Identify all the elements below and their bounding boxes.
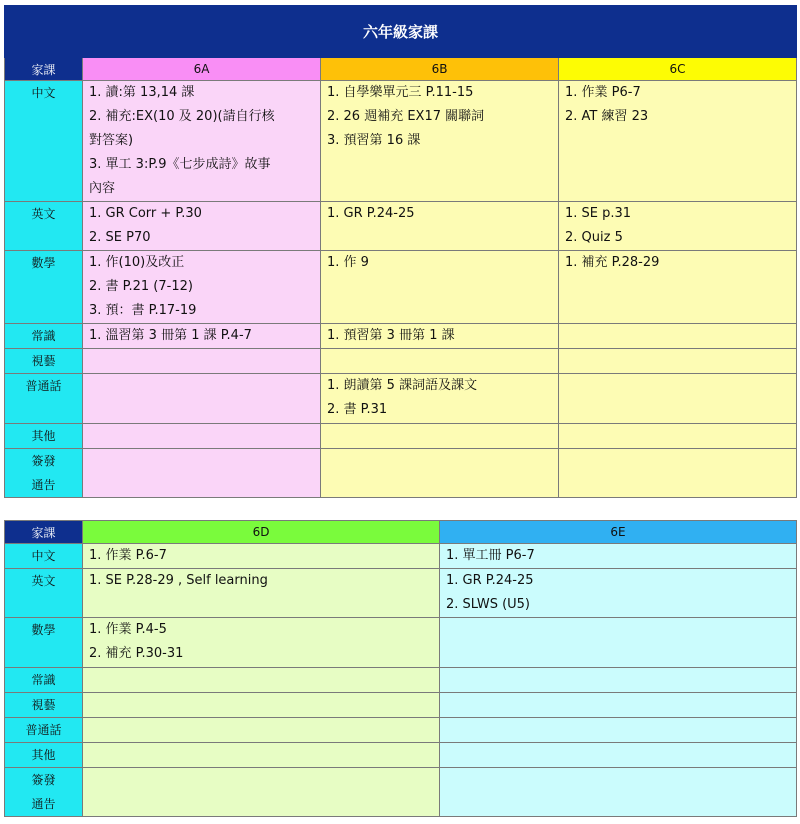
- homework-item: 1. 作業 P6-7: [565, 85, 641, 100]
- table-row: [5, 374, 797, 424]
- homework-item: 1. 溫習第 3 冊第 1 課 P.4-7: [89, 328, 252, 343]
- homework-cell: [83, 202, 321, 251]
- page-title: 六年級家課: [5, 6, 797, 58]
- homework-item: 2. 26 週補充 EX17 關聯詞: [327, 109, 485, 124]
- subject-cell: [5, 324, 83, 349]
- homework-item: 1. 補充 P.28-29: [565, 255, 660, 270]
- homework-cell: [321, 202, 559, 251]
- homework-item: 3. 預：書 P.17-19: [89, 303, 197, 318]
- subject-label: 常識: [31, 673, 56, 687]
- subject-cell: [5, 618, 83, 668]
- homework-item: 2. Quiz 5: [565, 230, 623, 245]
- homework-cell: [83, 349, 321, 374]
- homework-cell: [440, 718, 797, 743]
- subject-cell: [5, 349, 83, 374]
- table-row: [5, 618, 797, 668]
- subject-label: 其他: [31, 748, 56, 762]
- subject-label: 視藝: [31, 698, 56, 712]
- subject-cell: [5, 668, 83, 693]
- corner-header: 家課: [5, 521, 83, 544]
- table-row: [5, 349, 797, 374]
- homework-item: 2. 書 P.21 (7-12): [89, 279, 193, 294]
- table-row: [5, 718, 797, 743]
- subject-cell: [5, 424, 83, 449]
- homework-item: 1. 作 9: [327, 255, 369, 270]
- homework-cell: [83, 718, 440, 743]
- table-row: [5, 202, 797, 251]
- subject-label: 英文: [31, 574, 56, 588]
- homework-item: 2. SLWS (U5): [446, 597, 531, 612]
- table-row: [5, 544, 797, 569]
- subject-cell: [5, 569, 83, 618]
- homework-cell: [321, 424, 559, 449]
- subject-cell: [5, 544, 83, 569]
- homework-item: 1. GR P.24-25: [327, 206, 415, 221]
- homework-item: 對答案): [89, 133, 134, 148]
- homework-item: 1. SE P.28-29 , Self learning: [89, 573, 268, 588]
- homework-item: 2. 補充:EX(10 及 20)(請自行核: [89, 109, 275, 124]
- table-row: [5, 81, 797, 202]
- homework-cell: [321, 349, 559, 374]
- homework-cell: [83, 668, 440, 693]
- homework-item: 2. AT 練習 23: [565, 109, 649, 124]
- table-row: [5, 251, 797, 324]
- homework-cell: [83, 569, 440, 618]
- homework-item: 1. 讀:第 13,14 課: [89, 85, 195, 100]
- subject-label: 視藝: [31, 354, 56, 368]
- homework-cell: [83, 449, 321, 498]
- homework-cell: [440, 569, 797, 618]
- table-row: [5, 693, 797, 718]
- homework-cell: [559, 251, 797, 324]
- homework-cell: [321, 324, 559, 349]
- table-row: [5, 569, 797, 618]
- homework-item: 1. GR P.24-25: [446, 573, 534, 588]
- homework-table-6de: [4, 520, 797, 817]
- homework-item: 2. SE P70: [89, 230, 151, 245]
- homework-cell: [83, 743, 440, 768]
- class-header-6b: 6B: [321, 58, 559, 81]
- table-row: [5, 449, 797, 498]
- homework-item: 內容: [89, 181, 116, 196]
- homework-cell: [83, 693, 440, 718]
- subject-label: 通告: [31, 478, 56, 492]
- corner-header: 家課: [5, 58, 83, 81]
- subject-label: 中文: [31, 86, 56, 100]
- subject-label: 普通話: [25, 723, 62, 737]
- homework-cell: [440, 544, 797, 569]
- homework-cell: [559, 202, 797, 251]
- subject-label: 數學: [31, 256, 56, 270]
- subject-cell: [5, 743, 83, 768]
- table-row: [5, 743, 797, 768]
- homework-item: 2. 補充 P.30-31: [89, 646, 184, 661]
- homework-item: 3. 單工 3:P.9《七步成詩》故事: [89, 157, 271, 172]
- table-row: [5, 424, 797, 449]
- homework-item: 1. 作業 P.4-5: [89, 622, 167, 637]
- subject-label: 通告: [31, 797, 56, 811]
- table-row: [5, 768, 797, 817]
- homework-cell: [440, 743, 797, 768]
- homework-item: 1. GR Corr + P.30: [89, 206, 202, 221]
- subject-label: 簽發: [31, 773, 56, 787]
- subject-label: 普通話: [25, 379, 62, 393]
- homework-item: 1. SE p.31: [565, 206, 632, 221]
- homework-cell: [559, 349, 797, 374]
- homework-cell: [83, 374, 321, 424]
- homework-cell: [440, 618, 797, 668]
- homework-cell: [559, 374, 797, 424]
- homework-cell: [559, 424, 797, 449]
- homework-cell: [559, 81, 797, 202]
- homework-cell: [321, 81, 559, 202]
- subject-label: 英文: [31, 207, 56, 221]
- table-row: [5, 324, 797, 349]
- homework-cell: [83, 618, 440, 668]
- subject-label: 數學: [31, 623, 56, 637]
- homework-cell: [440, 693, 797, 718]
- subject-cell: [5, 202, 83, 251]
- subject-cell: [5, 768, 83, 817]
- homework-cell: [83, 544, 440, 569]
- class-header-6d: 6D: [83, 521, 440, 544]
- subject-label: 其他: [31, 429, 56, 443]
- homework-item: 1. 自學樂單元三 P.11-15: [327, 85, 474, 100]
- homework-cell: [321, 251, 559, 324]
- subject-cell: [5, 81, 83, 202]
- subject-cell: [5, 374, 83, 424]
- homework-cell: [83, 251, 321, 324]
- homework-cell: [440, 768, 797, 817]
- homework-item: 1. 作(10)及改正: [89, 255, 185, 270]
- class-header-6e: 6E: [440, 521, 797, 544]
- homework-cell: [83, 324, 321, 349]
- homework-item: 1. 單工冊 P6-7: [446, 548, 535, 563]
- table-row: [5, 668, 797, 693]
- subject-cell: [5, 449, 83, 498]
- subject-label: 中文: [31, 549, 56, 563]
- class-header-6c: 6C: [559, 58, 797, 81]
- homework-cell: [321, 449, 559, 498]
- homework-cell: [440, 668, 797, 693]
- class-header-6a: 6A: [83, 58, 321, 81]
- subject-cell: [5, 718, 83, 743]
- homework-cell: [83, 81, 321, 202]
- homework-table-6abc: [4, 5, 797, 498]
- homework-item: 2. 書 P.31: [327, 402, 388, 417]
- homework-cell: [83, 424, 321, 449]
- subject-label: 常識: [31, 329, 56, 343]
- subject-cell: [5, 693, 83, 718]
- subject-cell: [5, 251, 83, 324]
- homework-item: 1. 朗讀第 5 課詞語及課文: [327, 378, 478, 393]
- homework-item: 1. 預習第 3 冊第 1 課: [327, 328, 455, 343]
- homework-item: 1. 作業 P.6-7: [89, 548, 167, 563]
- homework-item: 3. 預習第 16 課: [327, 133, 421, 148]
- homework-cell: [559, 449, 797, 498]
- homework-cell: [559, 324, 797, 349]
- homework-cell: [321, 374, 559, 424]
- subject-label: 簽發: [31, 454, 56, 468]
- homework-cell: [83, 768, 440, 817]
